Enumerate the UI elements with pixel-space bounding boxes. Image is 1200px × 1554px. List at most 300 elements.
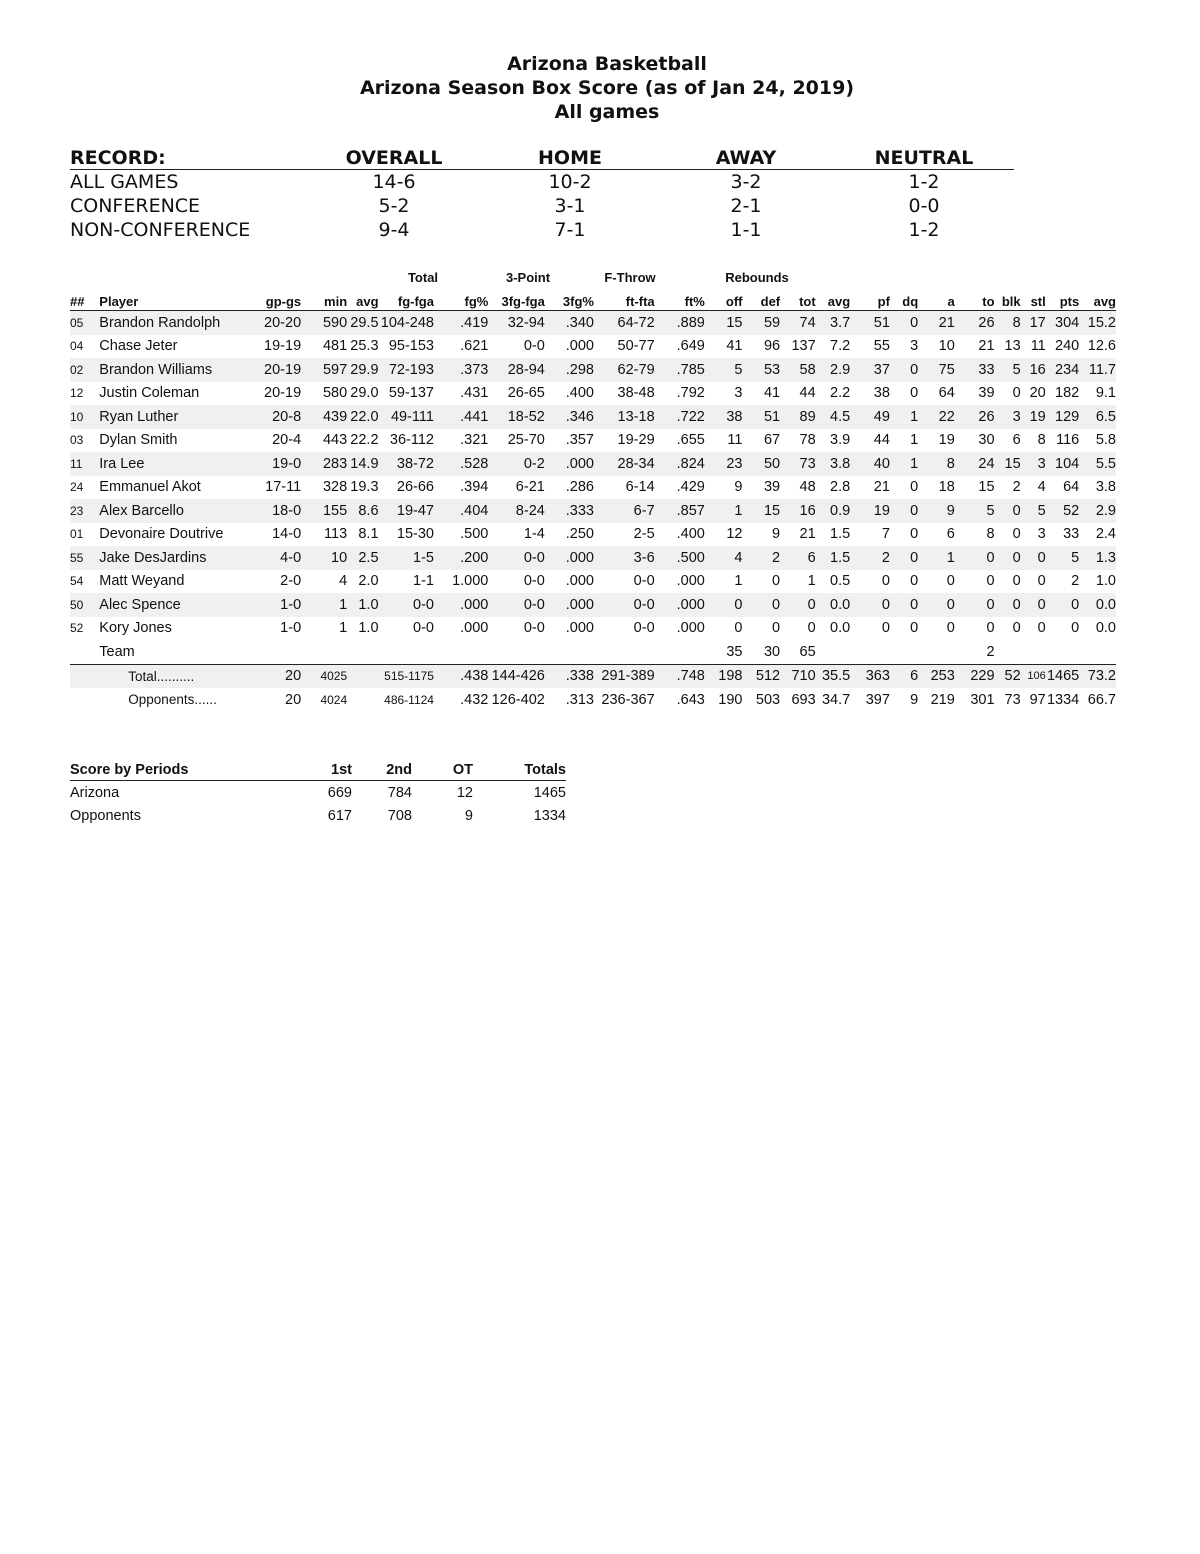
stat-cell: 20	[258, 664, 301, 688]
player-name: Alex Barcello	[99, 499, 258, 523]
stat-cell: 30	[978, 432, 995, 449]
stat-cell: .338	[545, 664, 594, 688]
player-row	[70, 476, 1116, 500]
stat-cell: 1	[705, 499, 743, 523]
stat-cell: .000	[460, 620, 489, 637]
stat-cell: 6-14	[625, 479, 655, 496]
player-row	[70, 593, 1116, 617]
stat-cell: 97	[1029, 691, 1046, 708]
stat-cell: 0	[1021, 593, 1046, 617]
stat-cell: 21	[918, 311, 955, 335]
stat-cell: 0-0	[488, 546, 544, 570]
stat-cell: 50-77	[617, 338, 655, 355]
periods-column-header: Totals	[473, 760, 566, 781]
stat-cell: 52	[70, 621, 84, 636]
record-value: 9-4	[378, 219, 410, 241]
record-value: 14-6	[372, 171, 416, 193]
stat-cell: 34.7	[821, 691, 851, 708]
stat-cell: 0	[772, 573, 781, 590]
stat-cell: 21	[799, 526, 816, 543]
column-header: off	[705, 288, 743, 311]
stat-cell: 25-70	[507, 432, 545, 449]
stat-cell: 50	[70, 593, 99, 617]
player-name: Ryan Luther	[99, 405, 258, 429]
stat-cell: 21	[978, 338, 995, 355]
record-row-label: ALL GAMES	[70, 171, 179, 193]
report-scope: All games	[554, 101, 660, 123]
stat-cell: 486-1124	[384, 692, 434, 707]
stat-cell: 8	[1037, 432, 1046, 449]
stat-cell: 15	[995, 452, 1021, 476]
column-header: avg	[347, 288, 378, 311]
player-name: Brandon Randolph	[99, 311, 258, 335]
stat-cell: 0	[780, 593, 816, 617]
stat-cell: 9	[772, 526, 781, 543]
stat-cell: 229	[955, 664, 995, 688]
stat-cell: 253	[918, 664, 955, 688]
stat-cell	[347, 664, 378, 688]
record-value: 2-1	[730, 195, 762, 217]
stat-cell: 20-4	[272, 432, 302, 449]
stat-cell: 3	[995, 405, 1021, 429]
stat-cell: 1.3	[1079, 546, 1116, 570]
stat-cell	[594, 640, 655, 664]
stat-cell: 25.3	[350, 338, 379, 355]
stat-cell: .500	[655, 546, 705, 570]
stat-cell: 21	[873, 479, 890, 496]
stat-cell: 116	[1056, 432, 1080, 449]
stat-cell: 16	[780, 499, 816, 523]
stat-cell: 20-19	[258, 358, 301, 382]
stat-cell: 1	[890, 405, 918, 429]
stat-cell: 155	[301, 499, 347, 523]
player-row	[70, 335, 1116, 359]
stat-cell: 28-34	[594, 452, 655, 476]
stat-cell: 44	[799, 385, 816, 402]
record-value: 0-0	[908, 195, 940, 217]
column-header-row	[70, 288, 1116, 311]
stat-cell: 0.9	[816, 499, 851, 523]
stat-cell: 0.0	[1095, 620, 1116, 637]
stat-cell	[655, 640, 705, 664]
stat-cell: 20	[285, 691, 302, 708]
stat-cell: 0	[742, 593, 780, 617]
stat-cell: 6	[780, 546, 816, 570]
stat-cell: 48	[799, 479, 816, 496]
stat-cell: .373	[434, 358, 488, 382]
stat-cell: 78	[799, 432, 816, 449]
column-header: blk	[995, 288, 1021, 311]
stat-cell: 26-65	[507, 385, 545, 402]
stat-cell: 0	[890, 546, 918, 570]
stat-cell: 8.1	[358, 526, 379, 543]
stat-cell: .500	[460, 526, 489, 543]
stat-cell: 1.0	[358, 620, 379, 637]
stat-cell: 35	[705, 640, 743, 664]
record-col-overall: OVERALL	[345, 147, 443, 169]
stat-cell	[545, 640, 594, 664]
stat-cell: 37	[850, 358, 890, 382]
stat-cell: 580	[322, 385, 348, 402]
stat-cell: 198	[705, 664, 743, 688]
stat-cell: 66.7	[1087, 691, 1116, 708]
stat-cell: 20	[1029, 385, 1046, 402]
stat-cell: .643	[676, 691, 705, 708]
stat-cell: 6.5	[1079, 405, 1116, 429]
stat-cell: 6	[890, 664, 918, 688]
stat-cell: .649	[676, 338, 705, 355]
stat-cell: 24	[70, 480, 84, 495]
record-row-label: CONFERENCE	[70, 195, 201, 217]
stat-cell: 55	[873, 338, 890, 355]
stat-cell: 18-0	[258, 499, 301, 523]
stat-cell: 2	[742, 546, 780, 570]
stat-cell: 5.8	[1095, 432, 1116, 449]
stat-cell: 10	[70, 405, 99, 429]
stat-cell: 28-94	[488, 358, 544, 382]
stat-cell: 1465	[1046, 664, 1079, 688]
stat-cell: 19-19	[264, 338, 302, 355]
stat-cell: 144-426	[488, 664, 544, 688]
player-row	[70, 358, 1116, 382]
stat-cell: 137	[791, 338, 816, 355]
stat-cell: 126-402	[491, 691, 545, 708]
stat-cell: 3	[910, 338, 919, 355]
stat-cell: 0-0	[523, 573, 545, 590]
stat-cell: 301	[970, 691, 995, 708]
score-by-periods	[70, 760, 566, 828]
stat-cell: 30	[742, 640, 780, 664]
stat-cell: 14-0	[272, 526, 302, 543]
stat-cell: 0-0	[523, 620, 545, 637]
stat-cell: .250	[565, 526, 594, 543]
stat-cell: 64-72	[594, 311, 655, 335]
stat-cell	[434, 640, 488, 664]
stat-cell: 0	[1012, 526, 1021, 543]
stat-cell: 710	[780, 664, 816, 688]
stat-cell: 15	[742, 499, 780, 523]
stat-cell: 15-30	[396, 526, 434, 543]
stat-cell: 1.000	[452, 573, 489, 590]
stat-cell	[258, 640, 301, 664]
stat-cell: 73.2	[1079, 664, 1116, 688]
stat-cell: 2.9	[1079, 499, 1116, 523]
stat-cell: 38	[873, 385, 890, 402]
stat-cell	[850, 640, 890, 664]
stat-cell: .621	[460, 338, 489, 355]
stat-cell: 0	[850, 593, 890, 617]
record-header-row	[70, 146, 1014, 170]
stat-cell: 38-48	[617, 385, 655, 402]
player-row	[70, 429, 1116, 453]
stat-cell: 64	[938, 385, 955, 402]
stat-cell: 26	[955, 405, 995, 429]
stat-cell: 0-0	[523, 338, 545, 355]
stat-cell: 67	[763, 432, 781, 449]
stat-cell: 02	[70, 358, 99, 382]
player-stats-table	[70, 288, 1116, 712]
stat-cell: 73	[1004, 691, 1021, 708]
stat-cell: 2	[850, 546, 890, 570]
stat-cell: .394	[460, 479, 489, 496]
report-title: Arizona Basketball	[507, 53, 707, 75]
stat-cell: 35.5	[816, 664, 851, 688]
record-col-home: HOME	[538, 147, 602, 169]
stat-cell: 113	[324, 526, 348, 543]
stat-cell: 1	[807, 573, 816, 590]
stat-cell: 49	[850, 405, 890, 429]
stat-cell: 1-0	[258, 593, 301, 617]
stat-cell: 12	[726, 526, 743, 543]
stat-cell: 22.0	[347, 405, 378, 429]
stat-cell: .429	[676, 479, 705, 496]
stat-cell: 0	[734, 620, 743, 637]
report-subtitle: Arizona Season Box Score (as of Jan 24, 2019)	[359, 77, 855, 99]
stat-cell: 0	[1071, 620, 1080, 637]
column-header: ##	[70, 288, 99, 311]
stat-cell: 219	[930, 691, 955, 708]
stat-cell: 51	[742, 405, 780, 429]
record-col-away: AWAY	[715, 147, 777, 169]
stat-cell: 0	[955, 546, 995, 570]
stat-cell: 4-0	[258, 546, 301, 570]
stat-cell: 3	[734, 385, 743, 402]
stat-cell: 0	[955, 593, 995, 617]
stat-cell: 11	[1030, 338, 1046, 355]
stat-cell: 41	[763, 385, 781, 402]
stat-cell: 0	[890, 593, 918, 617]
stat-cell: 13-18	[594, 405, 655, 429]
team-name: Opponents	[70, 808, 141, 825]
stat-cell: 283	[301, 452, 347, 476]
stat-cell: 89	[780, 405, 816, 429]
stat-cell: 26-66	[396, 479, 434, 496]
column-header: stl	[1021, 288, 1046, 311]
player-row	[70, 382, 1116, 406]
stat-cell: 33	[955, 358, 995, 382]
stat-cell: 6	[946, 526, 955, 543]
stat-cell: 6	[1012, 432, 1021, 449]
stat-cell: .340	[545, 311, 594, 335]
stat-cell: 2.8	[830, 479, 851, 496]
stat-cell: 4	[705, 546, 743, 570]
stat-cell: 53	[742, 358, 780, 382]
record-value: 1-2	[908, 171, 940, 193]
stat-cell: 0	[890, 311, 918, 335]
stat-cell: 13	[1004, 338, 1021, 355]
stat-cell: 5	[955, 499, 995, 523]
stat-cell: 0-0	[594, 593, 655, 617]
stat-cell: .321	[460, 432, 489, 449]
player-name: Total..........	[99, 664, 258, 688]
stat-cell: 23	[70, 499, 99, 523]
stat-cell: 49-111	[379, 405, 434, 429]
stat-cell	[816, 640, 851, 664]
column-header: dq	[890, 288, 918, 311]
stat-cell: 1	[890, 452, 918, 476]
stat-cell: 590	[301, 311, 347, 335]
player-name: Opponents......	[128, 692, 217, 708]
stat-cell: 4	[1037, 479, 1046, 496]
periods-table	[70, 760, 566, 828]
stat-cell: 2	[1071, 573, 1080, 590]
stat-cell: 7	[881, 526, 890, 543]
record-value: 1-1	[730, 219, 762, 241]
stat-cell: 1.5	[816, 546, 851, 570]
column-header: fg%	[434, 288, 488, 311]
stat-cell: 515-1175	[379, 664, 434, 688]
stat-cell: 1	[918, 546, 955, 570]
column-header: 3fg-fga	[488, 288, 544, 311]
stat-cell: 0	[910, 385, 919, 402]
stat-cell	[70, 664, 99, 688]
stat-cell: 443	[322, 432, 348, 449]
group-f-throw: F-Throw	[604, 270, 656, 285]
stat-cell: 3.8	[1095, 479, 1116, 496]
player-row	[70, 311, 1116, 335]
stat-cell: 8	[986, 526, 995, 543]
stat-cell: 10	[938, 338, 955, 355]
stat-cell: 0.5	[830, 573, 851, 590]
player-row	[70, 570, 1116, 594]
stat-cell: 96	[763, 338, 781, 355]
stat-cell: 0	[986, 620, 995, 637]
stat-cell: 5	[1021, 499, 1046, 523]
stat-cell	[70, 688, 99, 712]
column-header: 3fg%	[545, 288, 594, 311]
stat-cell: 15.2	[1079, 311, 1116, 335]
column-header: gp-gs	[258, 288, 301, 311]
stat-cell: 0	[910, 573, 919, 590]
stat-cell: 1-4	[523, 526, 545, 543]
stat-cell: 0	[1037, 573, 1046, 590]
stat-cell: .000	[565, 620, 594, 637]
group-rebounds: Rebounds	[725, 270, 789, 285]
stat-cell: 3.8	[816, 452, 851, 476]
stat-cell: .857	[655, 499, 705, 523]
stat-cell: .000	[545, 546, 594, 570]
stat-cell: 104-248	[379, 311, 434, 335]
stat-cell: 2	[1012, 479, 1021, 496]
stat-cell: 7.2	[830, 338, 851, 355]
stat-cell: 190	[718, 691, 743, 708]
player-row	[70, 405, 1116, 429]
column-header: ft%	[655, 288, 705, 311]
stat-cell: .333	[545, 499, 594, 523]
stat-cell: .000	[545, 593, 594, 617]
stat-cell: 0	[1021, 546, 1046, 570]
stat-cell: 2	[955, 640, 995, 664]
stat-cell: 59-137	[388, 385, 434, 402]
stat-cell: .655	[676, 432, 705, 449]
stat-cell: .357	[565, 432, 594, 449]
stat-cell: 29.0	[350, 385, 379, 402]
stat-cell: .000	[655, 593, 705, 617]
stat-cell: 72-193	[379, 358, 434, 382]
stat-cell: 0.0	[1079, 593, 1116, 617]
periods-row	[70, 781, 566, 805]
stat-cell: 40	[850, 452, 890, 476]
stat-cell: 0.0	[816, 593, 851, 617]
period-score: 708	[387, 808, 412, 825]
player-name: Devonaire Doutrive	[99, 526, 224, 543]
stat-cell	[890, 640, 918, 664]
column-header: pts	[1046, 288, 1079, 311]
stat-cell: 39	[978, 385, 995, 402]
record-value: 7-1	[554, 219, 586, 241]
stat-cell: 52	[1046, 499, 1079, 523]
stat-cell: 11	[70, 452, 99, 476]
column-header: ft-fta	[594, 288, 655, 311]
stat-cell: 33	[1063, 526, 1080, 543]
stat-cell: 0-0	[379, 593, 434, 617]
stat-cell: 19-29	[617, 432, 655, 449]
stat-cell: 693	[791, 691, 816, 708]
stat-cell: 0	[995, 593, 1021, 617]
stat-cell: .346	[545, 405, 594, 429]
stat-cell: 0	[986, 573, 995, 590]
stat-cell: 0-0	[633, 573, 655, 590]
player-name: Kory Jones	[99, 620, 172, 637]
stat-cell: 4024	[320, 692, 348, 707]
record-value: 5-2	[378, 195, 410, 217]
stat-cell: .432	[460, 691, 489, 708]
stat-cell: 8-24	[488, 499, 544, 523]
stat-cell: 5	[705, 358, 743, 382]
team-row	[70, 640, 1116, 664]
stat-cell	[1046, 640, 1079, 664]
stat-cell: 95-153	[388, 338, 434, 355]
stat-cell: 9.1	[1095, 385, 1116, 402]
stat-cell: 481	[322, 338, 348, 355]
stat-cell: .286	[565, 479, 594, 496]
stat-cell: 26	[955, 311, 995, 335]
stat-cell: .000	[434, 593, 488, 617]
stat-cell: 05	[70, 311, 99, 335]
stat-cell: 5.5	[1079, 452, 1116, 476]
stat-cell: 1.5	[830, 526, 851, 543]
stat-cell: 38	[705, 405, 743, 429]
player-name: Jake DesJardins	[99, 546, 258, 570]
stat-cell: 0	[705, 593, 743, 617]
period-score: 669	[327, 784, 352, 801]
stat-cell: 0	[1037, 620, 1046, 637]
period-score: 1465	[533, 784, 566, 801]
stat-cell: 0.0	[830, 620, 851, 637]
stat-cell: 0	[910, 526, 919, 543]
stat-cell: 65	[780, 640, 816, 664]
player-name: Ira Lee	[99, 452, 258, 476]
stat-cell: 0	[807, 620, 816, 637]
stat-cell: 2.5	[347, 546, 378, 570]
stat-cell: 1-1	[413, 573, 434, 590]
stat-cell: 397	[865, 691, 890, 708]
stat-cell: 22.2	[350, 432, 379, 449]
stat-cell: 2.2	[830, 385, 851, 402]
stat-cell: 3	[1037, 526, 1046, 543]
stat-cell: 11	[727, 432, 743, 449]
stat-cell: 12.6	[1087, 338, 1116, 355]
stat-cell: 29.5	[347, 311, 378, 335]
stat-cell: 51	[850, 311, 890, 335]
stat-cell: 0	[995, 499, 1021, 523]
record-row-conference	[70, 194, 1014, 218]
stat-cell: 3	[1021, 452, 1046, 476]
period-score: 12	[456, 784, 473, 801]
record-col-neutral: NEUTRAL	[874, 147, 974, 169]
player-name: Emmanuel Akot	[99, 479, 201, 496]
stat-cell: 1.0	[1095, 573, 1116, 590]
